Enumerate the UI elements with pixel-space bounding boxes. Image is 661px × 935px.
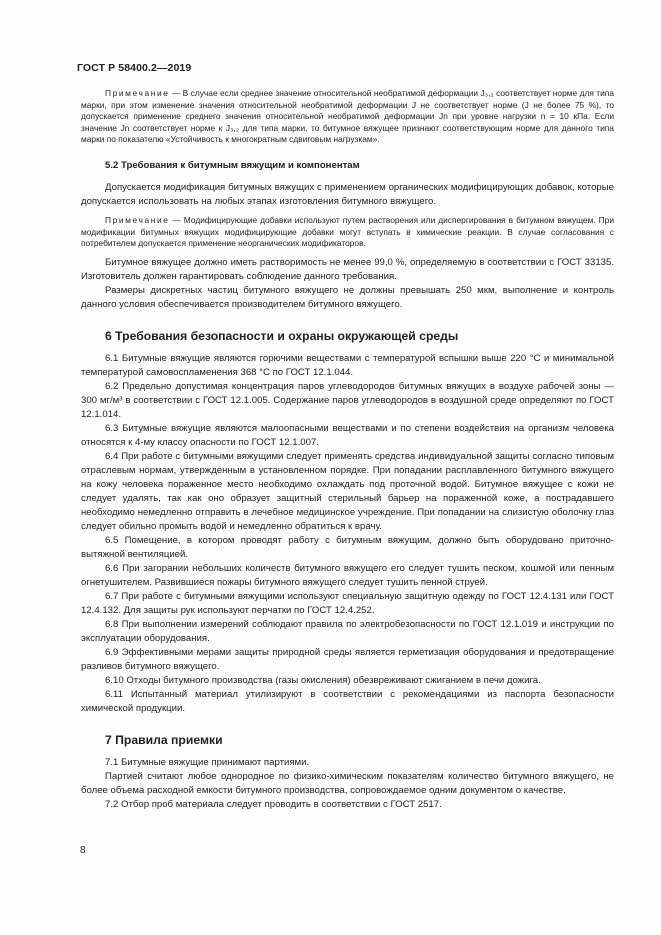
clause-6-2: 6.2 Предельно допустимая концентрация паров углеводородов битумных вяжущих в воздухе рабочей зоны — 300 мг/м³ в соответствии с ГОСТ 12.1.005. Содержание паров углеводородов в воздушной среде определяют по ГОСТ 12.1.014. [81, 380, 614, 420]
note-paragraph [81, 215, 614, 250]
clause-7-1: 7.1 Битумные вяжущие принимают партиями. [105, 756, 310, 768]
section-7-heading: 7 Правила приемки [105, 732, 223, 747]
clause-6-4: 6.4 При работе с битумными вяжущими следует применять средства индивидуальной защиты согласно типовым отраслевым нормам, утвержденным в установленном порядке. При попадании расплавленного битумного вяжущего на кожу человека пораженное место необходимо охлаждать под проточной водой. Битумное вяжущее с кожи не следует удалять, так как оно образует защитный стерильный барьер на пораженной коже, а пострадавшего необходимо немедленно отправить в лечебное медицинское учреждение. При попадании на слизистую оболочку глаз следует обильно промыть водой и немедленно обратиться к врачу. [81, 450, 614, 532]
clause-7-2: 7.2 Отбор проб материала следует проводить в соответствии с ГОСТ 2517. [105, 798, 442, 810]
paragraph: Допускается модификация битумных вяжущих с применением органических модифицирующих добавок, которые допускается использовать на любых этапах изготовления битумного вяжущего. [81, 181, 614, 207]
page-number: 8 [80, 845, 86, 856]
page-content [81, 88, 614, 812]
clause-6-6: 6.6 При загорании небольших количеств битумного вяжущего его следует тушить песком, кошмой или пенным огнетушителем. Развившиеся пожары битумного вяжущего следует тушить пенной струей. [81, 562, 614, 588]
clause-6-1: 6.1 Битумные вяжущие являются горючими веществами с температурой вспышки выше 220 °C и минимальной температурой самовоспламенения 368 °C по ГОСТ 12.1.044. [81, 352, 614, 378]
note-label: Примечание [105, 214, 170, 225]
note-paragraph [81, 88, 614, 146]
clause-6-8: 6.8 При выполнении измерений соблюдают правила по электробезопасности по ГОСТ 12.1.019 и инструкции по эксплуатации оборудования. [81, 618, 614, 644]
clause-6-9: 6.9 Эффективными мерами защиты природной среды является герметизация оборудования и предотвращение разливов битумного вяжущего. [81, 646, 614, 672]
paragraph: Битумное вяжущее должно иметь растворимость не менее 99,0 %, определяемую в соответствии с ГОСТ 33135. Изготовитель должен гарантировать соблюдение данного требования. [81, 256, 614, 282]
note-label: Примечание [105, 88, 170, 98]
note-text: — В случае если среднее значение относительной необратимой деформации J₃,₂ соответствует норме для типа марки, при этом изменение значения относительной необратимой деформации J не соответствует норме (J не более 75 %), то допускается применение среднего значения относительной необратимой деформации Jn при уровне нагрузки n = 10 кПа. Если значение Jn соответствует норме к J₃,₂ для типа марки, то битумное вяжущее признают соответствующим норме для данного типа марки по показателю «Устойчивость к многократным сдвиговым нагрузкам». [81, 88, 614, 145]
section-6-heading: 6 Требования безопасности и охраны окружающей среды [105, 328, 459, 343]
clause-6-5: 6.5 Помещение, в котором проводят работу с битумным вяжущим, должно быть оборудовано приточно-вытяжной вентиляцией. [81, 534, 614, 560]
paragraph: Размеры дискретных частиц битумного вяжущего не должны превышать 250 мкм, выполнение и контроль данного условия обеспечивается производителем битумного вяжущего. [81, 284, 614, 310]
clause-6-7: 6.7 При работе с битумными вяжущими используют специальную защитную одежду по ГОСТ 12.4.131 или ГОСТ 12.4.132. Для защиты рук используют перчатки по ГОСТ 12.4.252. [81, 590, 614, 616]
clause-6-11: 6.11 Испытанный материал утилизируют в соответствии с рекомендациями из паспорта безопасности химической продукции. [81, 688, 614, 714]
section-5-2-heading: 5.2 Требования к битумным вяжущим и компонентам [105, 159, 360, 171]
paragraph: Партией считают любое однородное по физико-химическим показателям количество битумного вяжущего, не более объема расходной емкости битумного производства, сопровождаемое одним документом о качестве. [81, 770, 614, 796]
standard-header: ГОСТ Р 58400.2—2019 [77, 62, 192, 74]
clause-6-10: 6.10 Отходы битумного производства (газы окисления) обезвреживают сжиганием в печи дожига. [105, 674, 541, 686]
clause-6-3: 6.3 Битумные вяжущие являются малоопасными веществами и по степени воздействия на организм человека относятся к 4-му классу опасности по ГОСТ 12.1.007. [81, 422, 614, 448]
note-text: — Модифицирующие добавки используют путем растворения или диспергирования в битумном вяжущем. При модификации битумных вяжущих модифицирующие добавки могут вступать в химические реакции. В случае согласования с потребителем допускается применение неорганических модификаторов. [81, 214, 614, 249]
